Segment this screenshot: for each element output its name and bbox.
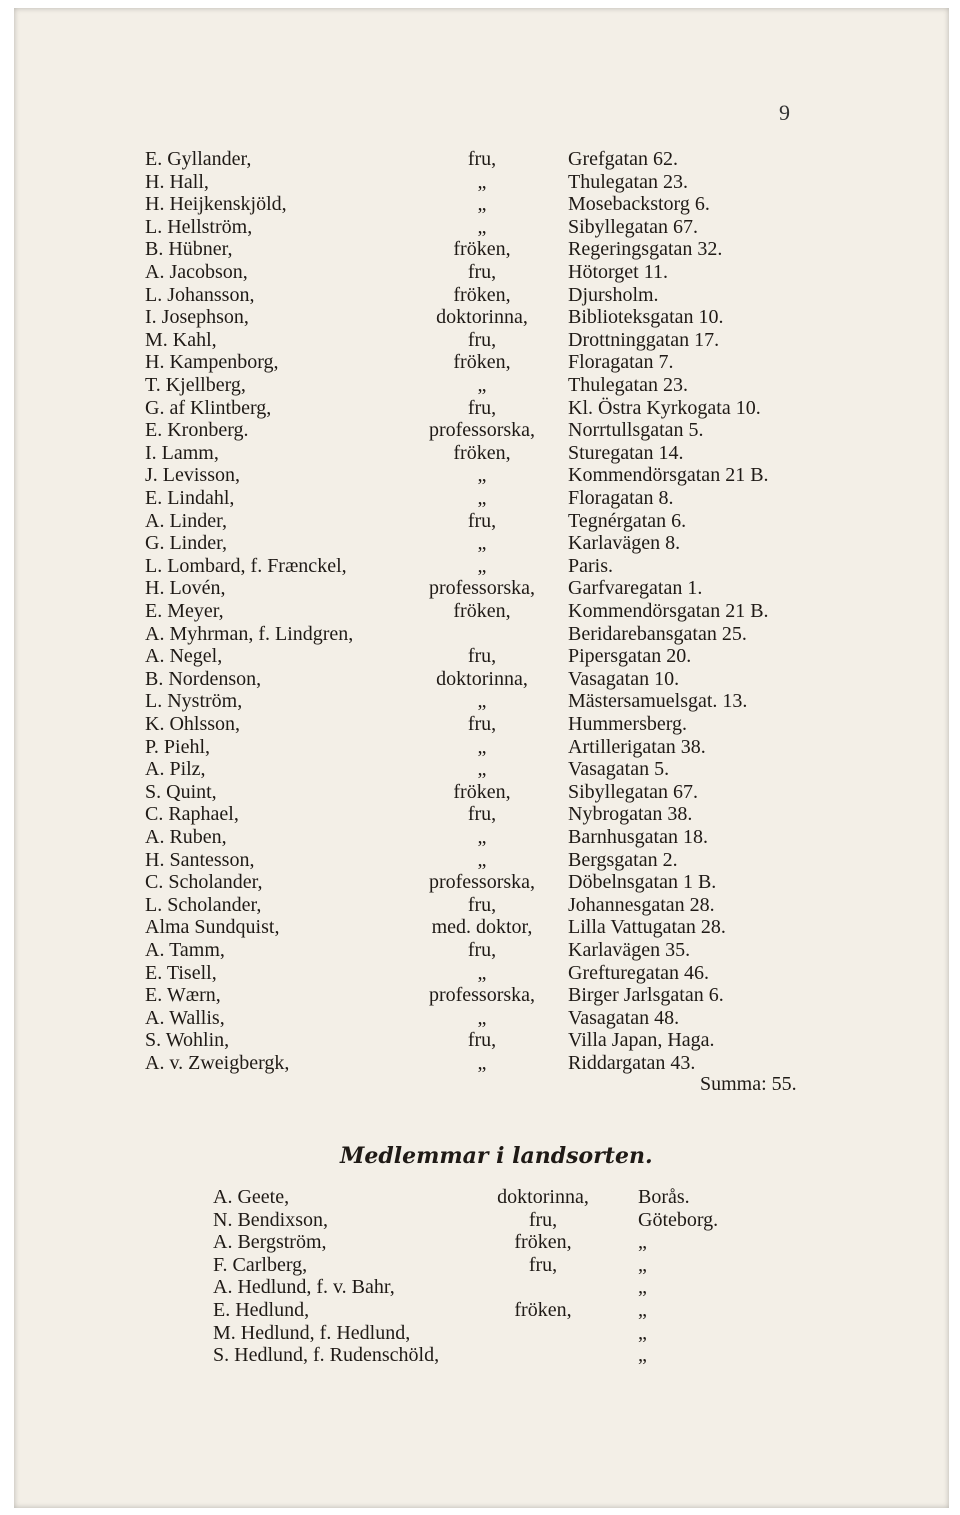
- member-title: fru,: [467, 261, 497, 283]
- member-name: A. Pilz,: [145, 758, 206, 781]
- member-name: B. Nordenson,: [145, 667, 262, 690]
- member-row: [213, 1299, 773, 1321]
- member-title: fru,: [467, 148, 497, 170]
- member-name: T. Kjellberg,: [145, 374, 246, 396]
- member-title: fru,: [467, 1029, 497, 1052]
- member-name: A. Wallis,: [145, 1006, 225, 1029]
- member-address: „: [638, 1299, 647, 1321]
- member-title: fröken,: [453, 238, 511, 261]
- member-name: E. Kronberg.: [145, 419, 249, 442]
- member-name: A. Jacobson,: [145, 261, 248, 283]
- member-address: Sibyllegatan 67.: [568, 780, 698, 803]
- member-row: [145, 261, 845, 283]
- member-address: Djursholm.: [568, 283, 659, 306]
- member-title: professorska,: [428, 419, 536, 442]
- member-name: A. Linder,: [145, 509, 227, 532]
- member-address: Bergsgatan 2.: [568, 848, 678, 871]
- member-row: [213, 1276, 773, 1298]
- member-row: [145, 577, 845, 599]
- member-address: „: [638, 1253, 647, 1276]
- page-number: 9: [779, 100, 790, 125]
- section-heading: Medlemmar i landsorten.: [340, 1143, 653, 1169]
- member-row: [145, 962, 845, 984]
- member-name: G. Linder,: [145, 532, 227, 555]
- member-name: A. Ruben,: [145, 826, 227, 848]
- member-title: „: [477, 554, 487, 577]
- member-address: Biblioteksgatan 10.: [568, 306, 724, 329]
- member-row: [145, 623, 845, 645]
- member-name: A. Tamm,: [145, 939, 225, 961]
- summa-total: Summa: 55.: [700, 1073, 797, 1095]
- member-name: K. Ohlsson,: [145, 713, 241, 735]
- member-title: fru,: [467, 939, 497, 961]
- member-address: Pipersgatan 20.: [568, 645, 692, 668]
- member-row: [145, 1029, 845, 1051]
- member-address: Hötorget 11.: [568, 261, 668, 283]
- member-address: Kommendörsgatan 21 B.: [568, 464, 769, 487]
- member-title: „: [477, 758, 487, 781]
- member-row: [145, 442, 845, 464]
- member-row: [145, 284, 845, 306]
- member-name: G. af Klintberg,: [145, 396, 272, 419]
- member-row: [145, 397, 845, 419]
- member-name: A. Hedlund, f. v. Bahr,: [213, 1276, 395, 1299]
- member-address: Sturegatan 14.: [568, 441, 684, 464]
- member-name: E. Lindahl,: [145, 487, 235, 509]
- member-row: [145, 464, 845, 486]
- member-address: Sibyllegatan 67.: [568, 215, 698, 238]
- member-name: E. Gyllander,: [145, 148, 252, 170]
- member-row: [145, 645, 845, 667]
- member-name: H. Kampenborg,: [145, 351, 279, 374]
- member-title: fru,: [467, 509, 497, 532]
- member-address: Birger Jarlsgatan 6.: [568, 984, 724, 1007]
- member-title: doktorinna,: [497, 1186, 589, 1208]
- member-row: [145, 894, 845, 916]
- member-row: [145, 555, 845, 577]
- member-title: „: [477, 961, 487, 984]
- member-name: C. Scholander,: [145, 871, 263, 894]
- member-row: [213, 1254, 773, 1276]
- member-row: [145, 668, 845, 690]
- member-row: [145, 487, 845, 509]
- member-title: fru,: [467, 893, 497, 916]
- member-row: [145, 306, 845, 328]
- member-name: L. Hellström,: [145, 215, 253, 238]
- member-address: Tegnérgatan 6.: [568, 509, 687, 532]
- member-title: med. doktor,: [431, 916, 533, 939]
- member-row: [145, 351, 845, 373]
- member-row: [145, 849, 845, 871]
- member-row: [145, 600, 845, 622]
- member-address: Floragatan 8.: [568, 487, 674, 509]
- member-name: B. Hübner,: [145, 238, 233, 261]
- member-title: fröken,: [453, 600, 511, 622]
- member-title: fröken,: [453, 351, 511, 374]
- member-title: fru,: [467, 396, 497, 419]
- member-name: C. Raphael,: [145, 803, 239, 826]
- member-row: [145, 916, 845, 938]
- member-name: P. Piehl,: [145, 735, 211, 758]
- member-name: H. Santesson,: [145, 848, 255, 871]
- member-row: [145, 532, 845, 554]
- member-name: H. Lovén,: [145, 577, 226, 600]
- member-name: L. Scholander,: [145, 893, 262, 916]
- member-name: Alma Sundquist,: [145, 916, 280, 939]
- member-row: [213, 1209, 773, 1231]
- member-address: Göteborg.: [638, 1208, 719, 1231]
- member-title: „: [477, 170, 487, 193]
- member-row: [145, 690, 845, 712]
- member-row: [213, 1186, 773, 1208]
- member-address: Grefgatan 62.: [568, 148, 678, 170]
- member-address: „: [638, 1321, 647, 1344]
- member-title: „: [477, 464, 487, 487]
- member-name: E. Meyer,: [145, 600, 224, 622]
- member-row: [145, 713, 845, 735]
- member-name: A. Bergström,: [213, 1231, 327, 1254]
- member-address: Artillerigatan 38.: [568, 735, 706, 758]
- member-title: „: [477, 735, 487, 758]
- member-address: Döbelnsgatan 1 B.: [568, 871, 717, 894]
- member-name: M. Hedlund, f. Hedlund,: [213, 1321, 411, 1344]
- member-title: fröken,: [453, 441, 511, 464]
- member-title: fru,: [467, 645, 497, 668]
- member-name: I. Josephson,: [145, 306, 249, 329]
- member-address: Mästersamuelsgat. 13.: [568, 690, 748, 713]
- member-row: [145, 803, 845, 825]
- member-title: „: [477, 690, 487, 713]
- member-title: „: [477, 487, 487, 509]
- member-row: [213, 1344, 773, 1366]
- member-name: L. Johansson,: [145, 283, 255, 306]
- member-address: Vasagatan 5.: [568, 758, 670, 781]
- member-title: professorska,: [428, 984, 536, 1007]
- member-title: fru,: [528, 1253, 558, 1276]
- member-row: [213, 1231, 773, 1253]
- member-name: S. Wohlin,: [145, 1029, 230, 1052]
- member-row: [145, 510, 845, 532]
- member-name: L. Nyström,: [145, 690, 243, 713]
- member-address: Thulegatan 23.: [568, 170, 688, 193]
- member-title: doktorinna,: [436, 667, 528, 690]
- member-address: Barnhusgatan 18.: [568, 826, 708, 848]
- member-row: [145, 419, 845, 441]
- member-title: doktorinna,: [436, 306, 528, 329]
- member-name: J. Levisson,: [145, 464, 240, 487]
- member-row: [145, 171, 845, 193]
- member-row: [145, 826, 845, 848]
- member-title: „: [477, 848, 487, 871]
- member-name: E. Hedlund,: [213, 1299, 310, 1321]
- member-address: Villa Japan, Haga.: [568, 1029, 715, 1052]
- member-name: N. Bendixson,: [213, 1208, 328, 1231]
- member-row: [145, 238, 845, 260]
- member-address: Vasagatan 48.: [568, 1006, 680, 1029]
- member-address: Johannesgatan 28.: [568, 893, 715, 916]
- member-name: E. Wærn,: [145, 984, 221, 1007]
- member-address: „: [638, 1231, 647, 1254]
- member-title: fru,: [528, 1208, 558, 1231]
- member-address: Borås.: [638, 1186, 690, 1208]
- member-address: Karlavägen 35.: [568, 939, 691, 961]
- member-row: [145, 781, 845, 803]
- member-row: [145, 216, 845, 238]
- member-title: fröken,: [514, 1231, 572, 1254]
- member-address: Regeringsgatan 32.: [568, 238, 723, 261]
- member-row: [145, 193, 845, 215]
- member-address: Paris.: [568, 554, 613, 577]
- member-name: L. Lombard, f. Frænckel,: [145, 554, 347, 577]
- member-row: [145, 984, 845, 1006]
- member-address: Nybrogatan 38.: [568, 803, 693, 826]
- member-name: H. Heijkenskjöld,: [145, 193, 287, 216]
- member-address: Hummersberg.: [568, 713, 688, 735]
- member-address: Riddargatan 43.: [568, 1052, 696, 1074]
- member-address: „: [638, 1344, 647, 1367]
- member-title: professorska,: [428, 577, 536, 600]
- member-address: Floragatan 7.: [568, 351, 674, 374]
- member-name: S. Hedlund, f. Rudenschöld,: [213, 1344, 440, 1367]
- member-address: Drottninggatan 17.: [568, 328, 720, 351]
- member-row: [145, 871, 845, 893]
- member-address: Kommendörsgatan 21 B.: [568, 600, 769, 622]
- member-address: Garfvaregatan 1.: [568, 577, 703, 600]
- member-title: fru,: [467, 328, 497, 351]
- member-name: S. Quint,: [145, 780, 217, 803]
- member-row: [145, 374, 845, 396]
- member-title: „: [477, 1052, 487, 1074]
- member-row: [145, 758, 845, 780]
- member-address: Vasagatan 10.: [568, 667, 680, 690]
- member-row: [145, 1052, 845, 1074]
- member-name: A. v. Zweigbergk,: [145, 1052, 290, 1074]
- member-name: H. Hall,: [145, 170, 209, 193]
- member-row: [145, 736, 845, 758]
- member-title: „: [477, 193, 487, 216]
- member-address: Norrtullsgatan 5.: [568, 419, 704, 442]
- member-address: Mosebackstorg 6.: [568, 193, 710, 216]
- member-title: „: [477, 532, 487, 555]
- member-address: Karlavägen 8.: [568, 532, 681, 555]
- member-title: „: [477, 1006, 487, 1029]
- member-name: A. Myhrman, f. Lindgren,: [145, 622, 354, 645]
- member-title: „: [477, 374, 487, 396]
- member-row: [145, 329, 845, 351]
- member-address: Beridarebansgatan 25.: [568, 622, 747, 645]
- member-title: fröken,: [453, 780, 511, 803]
- member-title: professorska,: [428, 871, 536, 894]
- member-title: „: [477, 215, 487, 238]
- member-name: F. Carlberg,: [213, 1253, 308, 1276]
- member-title: fru,: [467, 803, 497, 826]
- member-address: Grefturegatan 46.: [568, 961, 710, 984]
- member-title: fru,: [467, 713, 497, 735]
- member-name: I. Lamm,: [145, 441, 219, 464]
- member-row: [145, 939, 845, 961]
- member-title: fröken,: [453, 283, 511, 306]
- member-address: Kl. Östra Kyrkogata 10.: [568, 396, 761, 419]
- member-name: E. Tisell,: [145, 961, 217, 984]
- member-address: Thulegatan 23.: [568, 374, 688, 396]
- member-row: [145, 148, 845, 170]
- member-title: „: [477, 826, 487, 848]
- member-name: M. Kahl,: [145, 328, 217, 351]
- member-address: Lilla Vattugatan 28.: [568, 916, 726, 939]
- member-name: A. Negel,: [145, 645, 223, 668]
- member-row: [145, 1007, 845, 1029]
- member-row: [213, 1322, 773, 1344]
- member-title: fröken,: [514, 1299, 572, 1321]
- member-name: A. Geete,: [213, 1186, 290, 1208]
- member-address: „: [638, 1276, 647, 1299]
